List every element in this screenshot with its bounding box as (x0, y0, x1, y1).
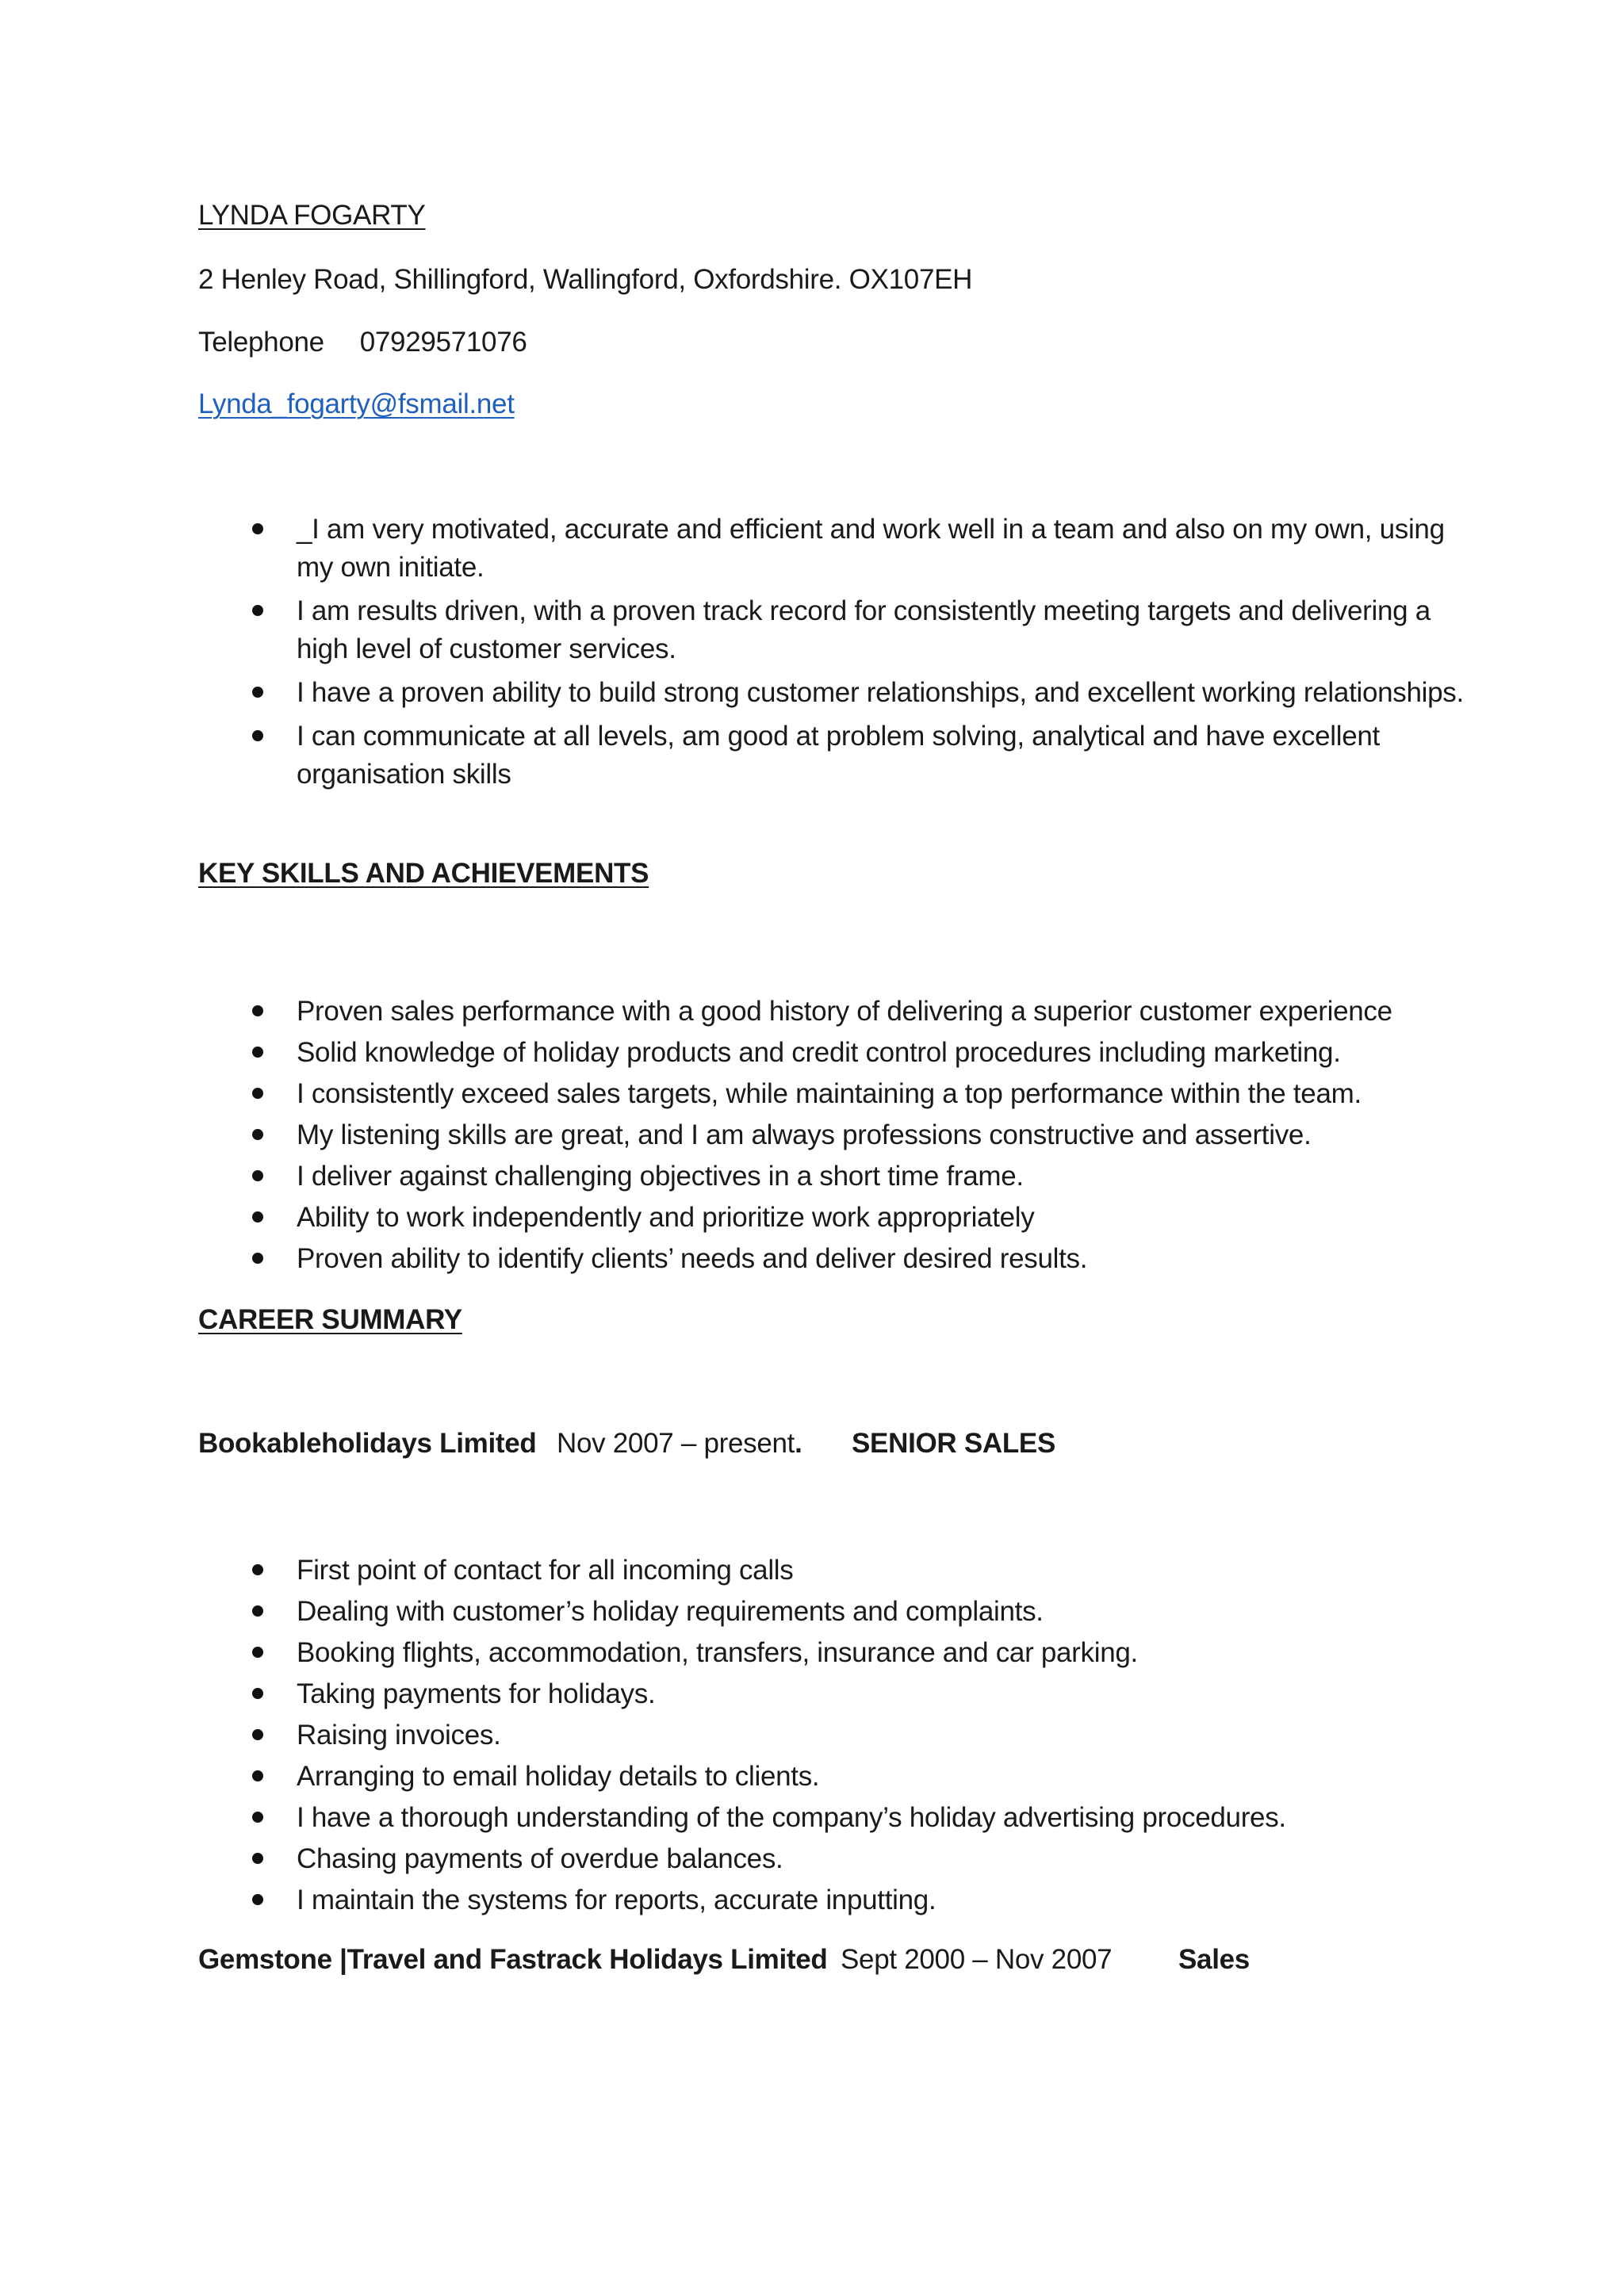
skills-list (198, 993, 1467, 1281)
list-item: I deliver against challenging objectives in a short time frame. (198, 1158, 1467, 1196)
bullet-icon (252, 1170, 263, 1181)
list-item: Arranging to email holiday details to clients. (198, 1758, 1467, 1796)
bullet-icon (252, 1005, 263, 1016)
list-item: Dealing with customer’s holiday requirements and complaints. (198, 1593, 1467, 1631)
list-item: I maintain the systems for reports, accurate inputting. (198, 1881, 1467, 1919)
email-link[interactable]: Lynda_fogarty@fsmail.net (198, 388, 515, 419)
bullet-icon (252, 730, 263, 741)
bullet-icon (252, 1564, 263, 1575)
list-item: Solid knowledge of holiday products and credit control procedures including marketing. (198, 1034, 1467, 1072)
bullet-icon (252, 1688, 263, 1699)
job-dates: Nov 2007 – present. (557, 1428, 802, 1459)
bullet-icon (252, 605, 263, 616)
list-item: Chasing payments of overdue balances. (198, 1840, 1467, 1878)
bullet-icon (252, 1047, 263, 1058)
bullet-icon (252, 523, 263, 534)
telephone-label: Telephone (198, 327, 324, 358)
bullet-icon (252, 1853, 263, 1864)
bullet-icon (252, 1647, 263, 1658)
list-item: Proven ability to identify clients’ needs and deliver desired results. (198, 1240, 1467, 1278)
list-item: I consistently exceed sales targets, while maintaining a top performance within the team. (198, 1075, 1467, 1113)
job-title: SENIOR SALES (852, 1428, 1056, 1459)
bullet-icon (252, 1770, 263, 1781)
list-item: I have a proven ability to build strong customer relationships, and excellent working relationships. (198, 674, 1467, 712)
job-header (0, 1425, 1624, 1463)
list-item: First point of contact for all incoming calls (198, 1552, 1467, 1590)
job-dates: Sept 2000 – Nov 2007 (841, 1944, 1113, 1975)
company-name: Bookableholidays Limited (198, 1428, 537, 1459)
list-item: My listening skills are great, and I am always professions constructive and assertive. (198, 1116, 1467, 1154)
list-item: Taking payments for holidays. (198, 1675, 1467, 1713)
bullet-icon (252, 1605, 263, 1617)
list-item: Raising invoices. (198, 1716, 1467, 1755)
job-header (0, 1941, 1624, 1979)
candidate-name: LYNDA FOGARTY (198, 200, 426, 231)
list-item: I am results driven, with a proven track record for consistently meeting targets and delivering a high level of customer services. (198, 592, 1467, 668)
skills-heading: KEY SKILLS AND ACHIEVEMENTS (198, 858, 649, 889)
job-title: Sales (1178, 1944, 1250, 1975)
company-name: Gemstone |Travel and Fastrack Holidays Limited (198, 1944, 828, 1975)
career-heading: CAREER SUMMARY (198, 1304, 462, 1335)
profile-list (198, 511, 1467, 799)
bullet-icon (252, 1211, 263, 1223)
bullet-icon (252, 1812, 263, 1823)
address: 2 Henley Road, Shillingford, Wallingford, Oxfordshire. OX107EH (198, 264, 973, 295)
bullet-icon (252, 1894, 263, 1905)
bullet-icon (252, 687, 263, 698)
duties-list (198, 1552, 1467, 1923)
bullet-icon (252, 1729, 263, 1740)
bullet-icon (252, 1253, 263, 1264)
telephone-line (198, 323, 527, 362)
bullet-icon (252, 1129, 263, 1140)
list-item: Ability to work independently and prioritize work appropriately (198, 1199, 1467, 1237)
list-item: I can communicate at all levels, am good at problem solving, analytical and have excellent organisation skills (198, 718, 1467, 794)
list-item: Booking flights, accommodation, transfers, insurance and car parking. (198, 1634, 1467, 1672)
bullet-icon (252, 1088, 263, 1099)
list-item: Proven sales performance with a good history of delivering a superior customer experience (198, 993, 1467, 1031)
telephone-number: 07929571076 (359, 327, 527, 358)
list-item: I have a thorough understanding of the company’s holiday advertising procedures. (198, 1799, 1467, 1837)
list-item: _I am very motivated, accurate and efficient and work well in a team and also on my own, using my own initiate. (198, 511, 1467, 587)
